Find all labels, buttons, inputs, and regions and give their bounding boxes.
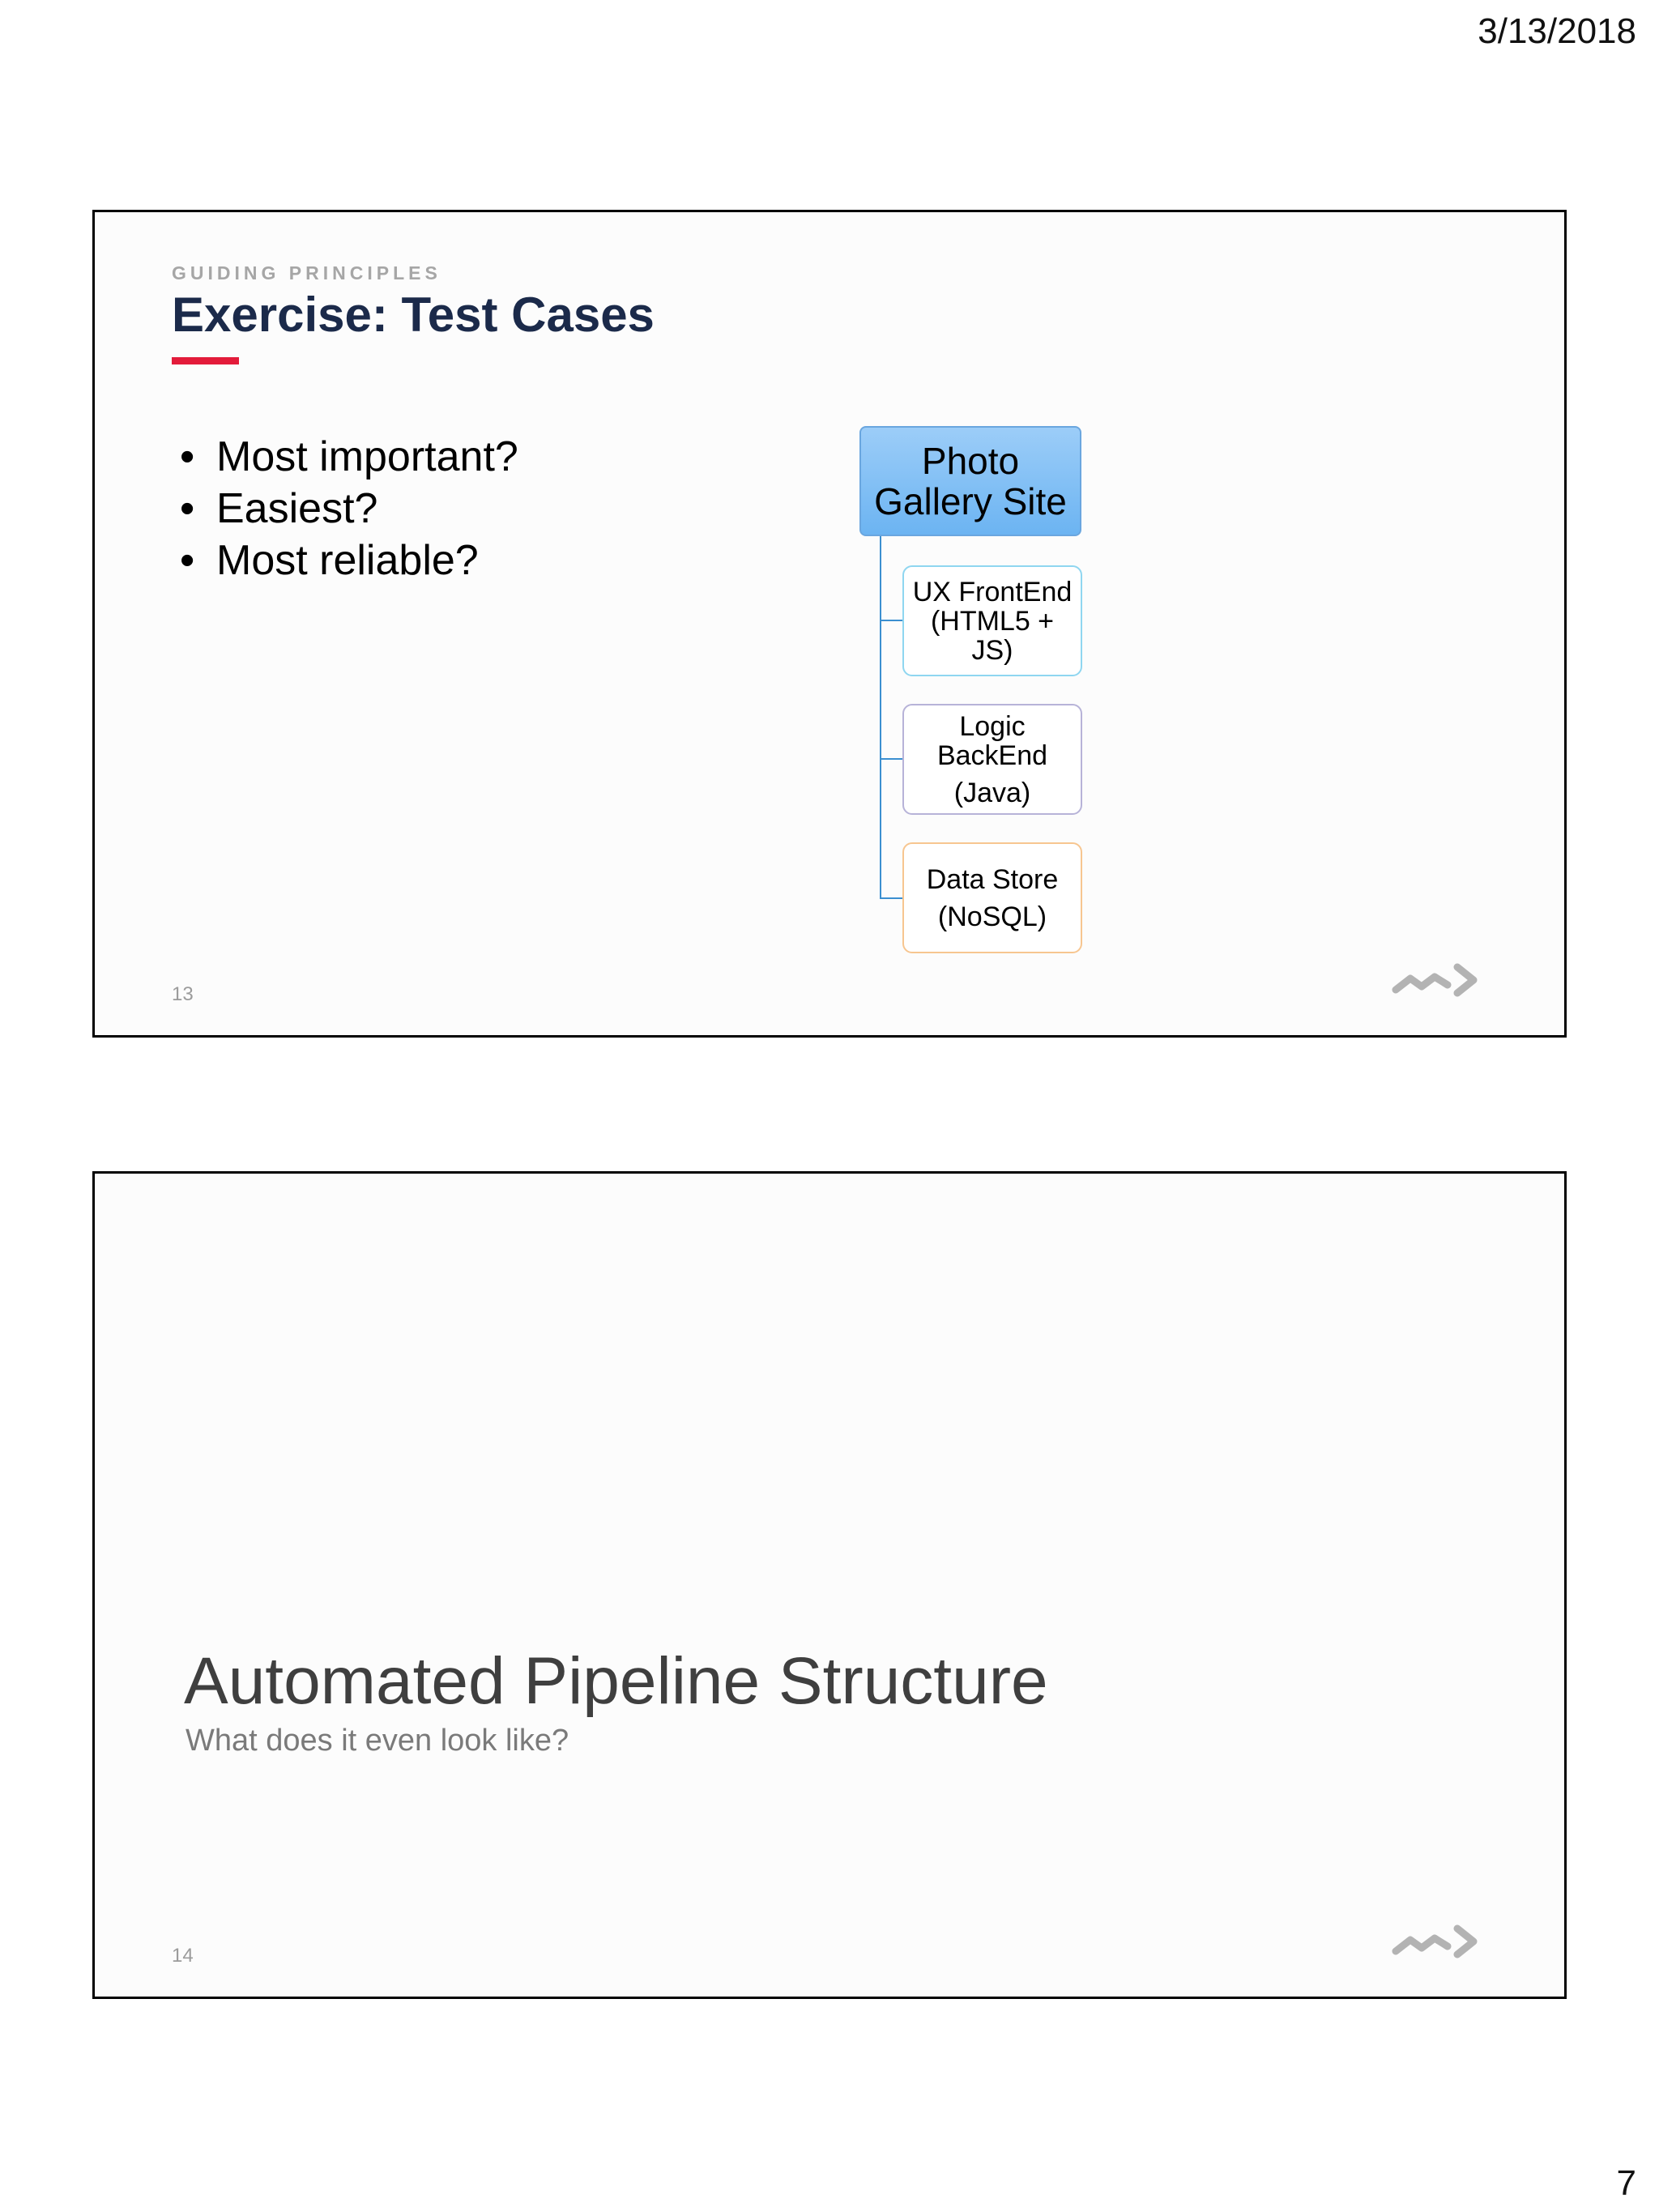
bullet-dot: • — [180, 433, 195, 480]
slide-kicker: GUIDING PRINCIPLES — [172, 262, 441, 283]
connector-trunk — [880, 536, 881, 899]
connector-branch — [880, 620, 902, 621]
section-subtitle: What does it even look like? — [186, 1724, 569, 1758]
bullet-item: • Most reliable? — [180, 535, 518, 586]
page-date: 3/13/2018 — [1478, 11, 1636, 51]
connector-branch — [880, 758, 902, 760]
bullet-dot: • — [180, 537, 195, 584]
hierarchy-diagram — [95, 212, 1564, 1035]
page-number: 7 — [1616, 2163, 1636, 2203]
slide-number: 14 — [172, 1945, 194, 1967]
squiggle-chevron-logo-icon — [1391, 957, 1484, 1006]
bullet-item: • Easiest? — [180, 483, 518, 535]
bullet-item: • Most important? — [180, 431, 518, 483]
slide-number: 13 — [172, 983, 194, 1005]
slide-14 — [92, 1171, 1567, 1999]
slide-title: Exercise: Test Cases — [172, 288, 655, 342]
bullet-dot: • — [180, 485, 195, 532]
diagram-node-backend: Logic BackEnd (Java) — [902, 704, 1082, 815]
connector-branch — [880, 897, 902, 899]
slide-13 — [92, 210, 1567, 1038]
diagram-node-datastore: Data Store (NoSQL) — [902, 842, 1082, 953]
section-title: Automated Pipeline Structure — [184, 1644, 1048, 1718]
squiggle-chevron-logo-icon — [1391, 1919, 1484, 1967]
diagram-node-frontend: UX FrontEnd (HTML5 + JS) — [902, 565, 1082, 676]
diagram-root-node: Photo Gallery Site — [859, 426, 1081, 536]
